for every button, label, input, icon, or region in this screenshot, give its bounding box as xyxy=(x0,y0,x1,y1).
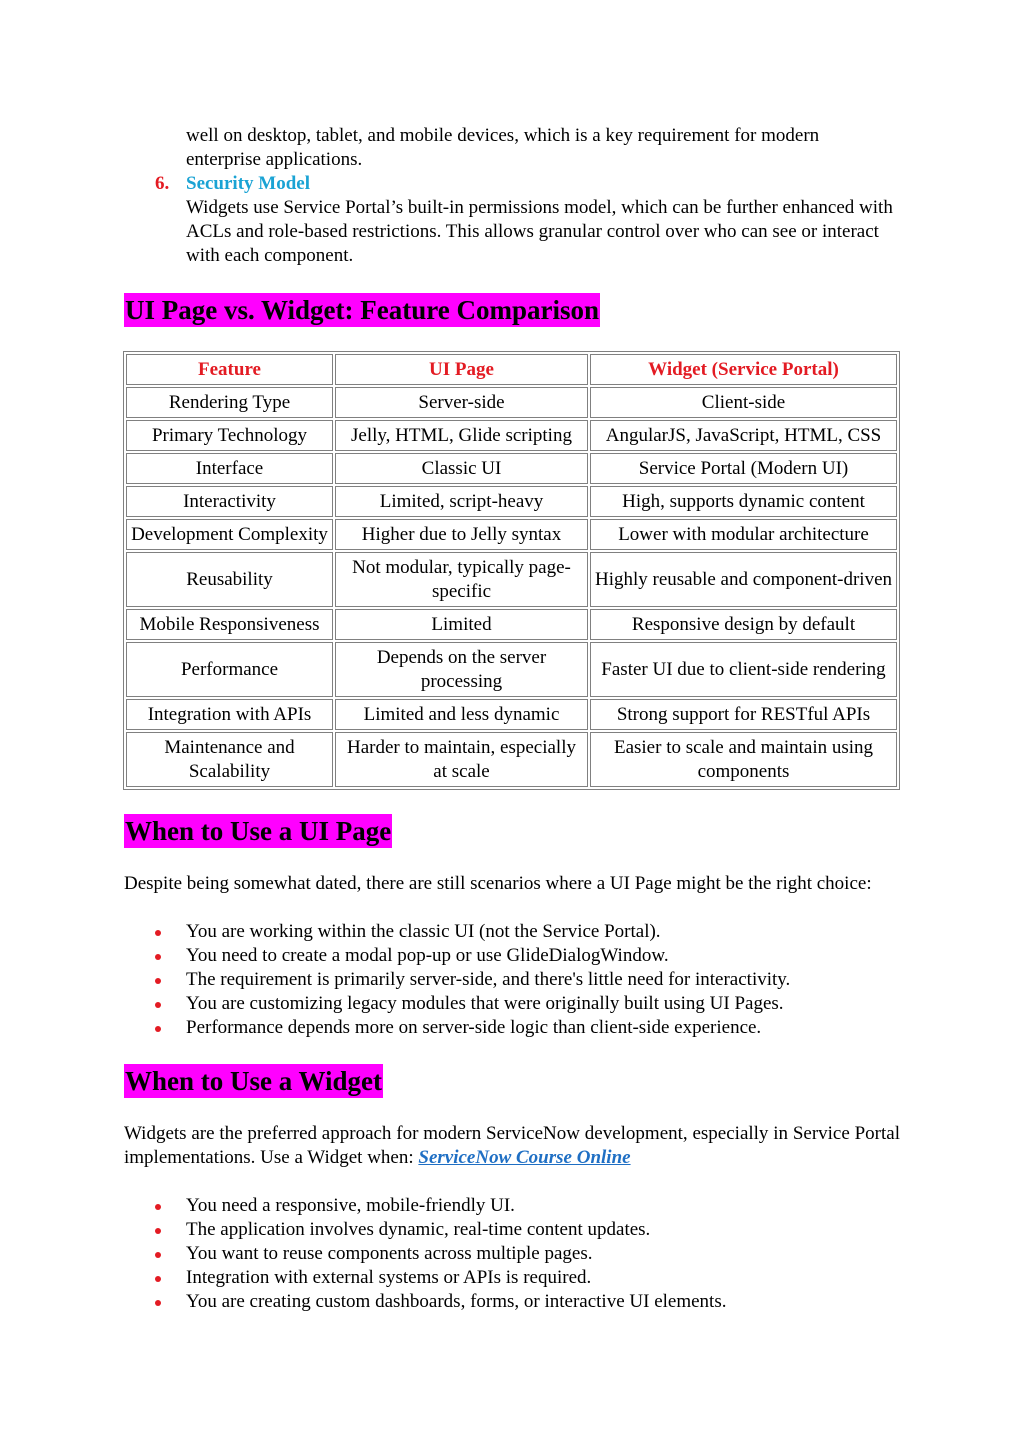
table-header-row xyxy=(126,354,897,385)
ui-page-cell: Higher due to Jelly syntax xyxy=(335,519,588,550)
header-feature: Feature xyxy=(126,354,333,385)
ui-page-cell: Limited, script-heavy xyxy=(335,486,588,517)
ui-page-bullet-list xyxy=(124,920,900,1040)
table-row xyxy=(126,420,897,451)
comparison-heading: UI Page vs. Widget: Feature Comparison xyxy=(125,295,599,325)
widget-intro xyxy=(124,1122,900,1170)
feature-cell: Development Complexity xyxy=(126,519,333,550)
list-item: You need to create a modal pop-up or use GlideDialogWindow. xyxy=(124,944,900,968)
table-row xyxy=(126,486,897,517)
list-item: Performance depends more on server-side logic than client-side experience. xyxy=(124,1016,900,1040)
ui-page-heading: When to Use a UI Page xyxy=(125,816,392,846)
list-item: You are creating custom dashboards, forms, or interactive UI elements. xyxy=(124,1290,900,1314)
widget-cell: Strong support for RESTful APIs xyxy=(590,699,897,730)
header-ui-page: UI Page xyxy=(335,354,588,385)
table-row xyxy=(126,453,897,484)
table-row xyxy=(126,519,897,550)
list-item: Integration with external systems or APIs is required. xyxy=(124,1266,900,1290)
ui-page-cell: Depends on the server processing xyxy=(335,642,588,697)
feature-cell: Rendering Type xyxy=(126,387,333,418)
list-item: You are customizing legacy modules that were originally built using UI Pages. xyxy=(124,992,900,1016)
course-link[interactable]: ServiceNow Course Online xyxy=(418,1147,631,1168)
widget-cell: High, supports dynamic content xyxy=(590,486,897,517)
item-number: 6. xyxy=(155,173,170,194)
widget-cell: Lower with modular architecture xyxy=(590,519,897,550)
item-title: Security Model xyxy=(186,173,311,194)
widget-cell: Service Portal (Modern UI) xyxy=(590,453,897,484)
feature-cell: Reusability xyxy=(126,552,333,607)
table-row xyxy=(126,732,897,787)
ui-page-cell: Limited xyxy=(335,609,588,640)
widget-cell: AngularJS, JavaScript, HTML, CSS xyxy=(590,420,897,451)
continued-line-2: enterprise applications. xyxy=(186,149,363,170)
continued-line-1: well on desktop, tablet, and mobile devices, which is a key requirement for modern xyxy=(186,125,820,146)
list-item: The requirement is primarily server-side, and there's little need for interactivity. xyxy=(124,968,900,992)
continued-paragraph xyxy=(186,124,900,172)
item-text: Widgets use Service Portal’s built-in permissions model, which can be further enhanced with ACLs and role-based restrictions. This allows granular control over who can see or interact with each component. xyxy=(186,197,893,266)
table-row xyxy=(126,387,897,418)
widget-cell: Highly reusable and component-driven xyxy=(590,552,897,607)
ui-page-cell: Server-side xyxy=(335,387,588,418)
ui-page-cell: Jelly, HTML, Glide scripting xyxy=(335,420,588,451)
ui-page-cell: Not modular, typically page-specific xyxy=(335,552,588,607)
table-row xyxy=(126,642,897,697)
widget-heading: When to Use a Widget xyxy=(125,1066,383,1096)
list-item: You need a responsive, mobile-friendly UI. xyxy=(124,1194,900,1218)
comparison-table xyxy=(123,351,900,790)
table-row xyxy=(126,609,897,640)
numbered-item-6 xyxy=(124,172,900,268)
widget-cell: Easier to scale and maintain using components xyxy=(590,732,897,787)
ui-page-cell: Limited and less dynamic xyxy=(335,699,588,730)
widget-intro-text: Widgets are the preferred approach for modern ServiceNow development, especially in Service Portal implementations. Use a Widget when: xyxy=(124,1123,900,1168)
ui-page-cell: Harder to maintain, especially at scale xyxy=(335,732,588,787)
document-page xyxy=(124,124,900,1314)
feature-cell: Interactivity xyxy=(126,486,333,517)
header-widget: Widget (Service Portal) xyxy=(590,354,897,385)
feature-cell: Primary Technology xyxy=(126,420,333,451)
feature-cell: Interface xyxy=(126,453,333,484)
list-item: You are working within the classic UI (not the Service Portal). xyxy=(124,920,900,944)
list-item: You want to reuse components across multiple pages. xyxy=(124,1242,900,1266)
ui-page-cell: Classic UI xyxy=(335,453,588,484)
widget-cell: Responsive design by default xyxy=(590,609,897,640)
feature-cell: Performance xyxy=(126,642,333,697)
table-row xyxy=(126,552,897,607)
feature-cell: Integration with APIs xyxy=(126,699,333,730)
feature-cell: Mobile Responsiveness xyxy=(126,609,333,640)
widget-bullet-list xyxy=(124,1194,900,1314)
widget-cell: Client-side xyxy=(590,387,897,418)
ui-page-intro: Despite being somewhat dated, there are still scenarios where a UI Page might be the right choice: xyxy=(124,873,872,894)
widget-cell: Faster UI due to client-side rendering xyxy=(590,642,897,697)
table-row xyxy=(126,699,897,730)
list-item: The application involves dynamic, real-time content updates. xyxy=(124,1218,900,1242)
feature-cell: Maintenance and Scalability xyxy=(126,732,333,787)
